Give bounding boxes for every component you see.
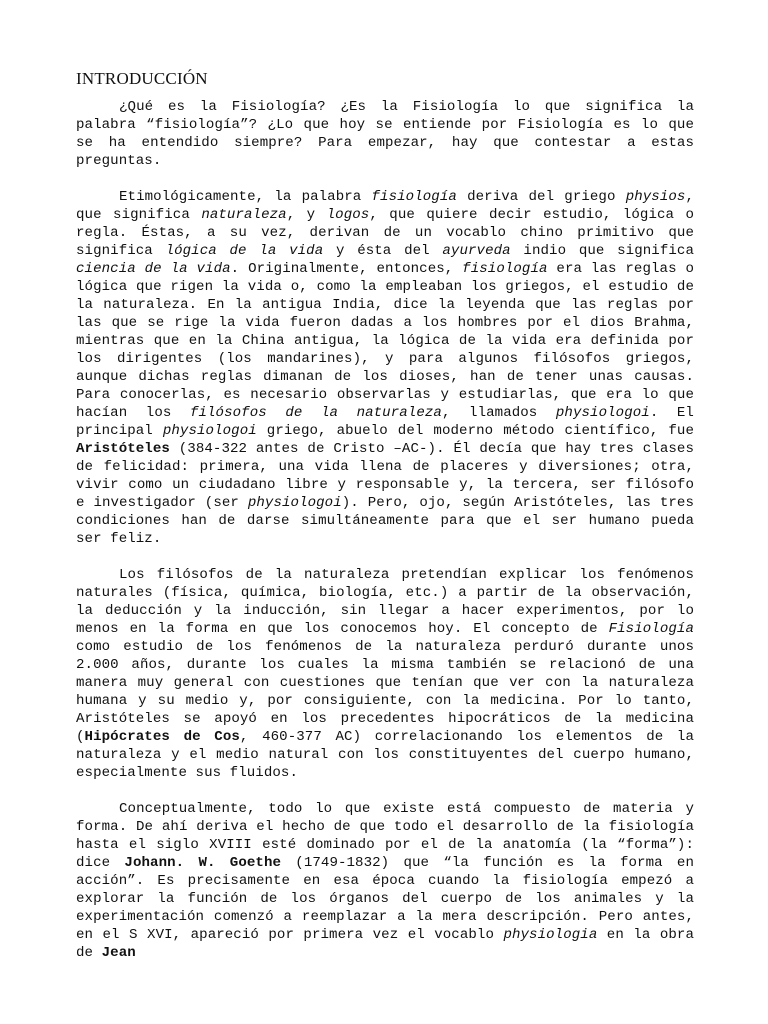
italic-term: fisiología [462, 261, 548, 277]
text-run: como estudio de los fenómenos de la naturaleza perduró durante unos 2.000 años, durante los cuales la misma también se relacionó de una manera muy general con cuestiones que tenían que ver con la naturaleza humana y su medio y, por consiguiente, con la medicina. Por lo tanto, Aristóteles se apoyó en los precedentes hipocráticos de la medicina ( [76, 639, 694, 745]
italic-term: logos [326, 207, 370, 223]
italic-term: fisiología [371, 189, 457, 205]
body-paragraph [76, 800, 694, 962]
text-run: Los filósofos de la naturaleza pretendían explicar los fenómenos naturales (física, química, biología, etc.) a partir de la observación, la deducción y la inducción, sin llegar a hacer experimentos, por lo menos en la forma en que los conocemos hoy. El concepto de [76, 567, 694, 637]
italic-term: physiologoi [162, 423, 257, 439]
italic-term: Fisiología [608, 621, 694, 637]
document-body [76, 98, 694, 962]
italic-term: physiologoi [555, 405, 650, 421]
text-run: y ésta del [323, 243, 443, 259]
italic-term: lógica de la vida [165, 243, 324, 259]
text-run: ). Pero, ojo, según Aristóteles, las tres condiciones han de darse simultáneamente para que el ser humano pueda ser feliz. [76, 495, 694, 547]
bold-name: Hipócrates de Cos [84, 729, 240, 745]
text-run: (1749-1832) que “la función es la forma en acción”. Es precisamente en esa época cuando la fisiología empezó a explorar la función de los órganos del cuerpo de los animales y la experimentación comenzó a reemplazar a la mera descripción. Pero antes, en el S XVI, apareció por primera vez el vocablo [76, 855, 694, 943]
italic-term: ayurveda [442, 243, 511, 259]
italic-term: physiologoi [247, 495, 342, 511]
text-run: ¿Qué es la Fisiología? ¿Es la Fisiología lo que significa la palabra “fisiología”? ¿Lo que hoy se entiende por Fisiología es lo que se ha entendido siempre? Para empezar, hay que contestar a estas preguntas. [76, 99, 694, 169]
text-run: , que significa [76, 189, 694, 223]
text-run: deriva del griego [456, 189, 626, 205]
italic-term: naturaleza [201, 207, 287, 223]
text-run: . Originalmente, entonces, [230, 261, 463, 277]
body-paragraph [76, 566, 694, 782]
text-run: , que quiere decir estudio, lógica o regla. Éstas, a su vez, derivan de un vocablo chino primitivo que significa [76, 207, 695, 259]
bold-name: Jean [101, 945, 136, 961]
body-paragraph [76, 188, 694, 548]
text-run: , y [286, 207, 327, 223]
bold-name: Aristóteles [76, 441, 170, 457]
body-paragraph [76, 98, 694, 170]
document-heading: INTRODUCCIÓN [76, 69, 208, 88]
text-run: era las reglas o lógica que rigen la vida o, como la empleaban los griegos, el estudio de la naturaleza. En la antigua India, dice la leyenda que las reglas por las que se rige la vida fueron dadas a los hombres por el dios Brahma, mientras que en la China antigua, la lógica de la vida era definida por los dirigentes (los mandarines), y para algunos filósofos griegos, aunque dichas reglas dimanan de los dioses, han de tener unas causas. Para conocerlas, es necesario observarlas y estudiarlas, que era lo que hacían los [76, 261, 695, 421]
text-run: indio que significa [510, 243, 694, 259]
text-run: en la obra de [76, 927, 694, 961]
text-run: Conceptualmente, todo lo que existe está compuesto de materia y forma. De ahí deriva el hecho de que todo el desarrollo de la fisiología hasta el siglo XVIII esté dominado por el de la anatomía (la “forma”): dice [76, 801, 694, 871]
text-run: Etimológicamente, la palabra [119, 189, 372, 205]
text-run: griego, abuelo del moderno método científico, fue [256, 423, 694, 439]
italic-term: ciencia de la vida [76, 261, 231, 277]
text-run: . El principal [76, 405, 694, 439]
text-run: , llamados [441, 405, 556, 421]
bold-name: Johann. W. Goethe [124, 855, 282, 871]
text-run: (384-322 antes de Cristo –AC-). Él decía que hay tres clases de felicidad: primera, una vida llena de placeres y diversiones; otra, vivir como un ciudadano libre y responsable y, la tercera, ser filósofo e investigador (ser [76, 441, 694, 511]
italic-term: physiologia [503, 927, 598, 943]
document-page [76, 66, 694, 962]
italic-term: filósofos de la naturaleza [189, 405, 442, 421]
text-run: , 460-377 AC) correlacionando los elementos de la naturaleza y el medio natural con los constituyentes del cuerpo humano, especialmente sus fluidos. [76, 729, 695, 781]
italic-term: physios [625, 189, 686, 205]
